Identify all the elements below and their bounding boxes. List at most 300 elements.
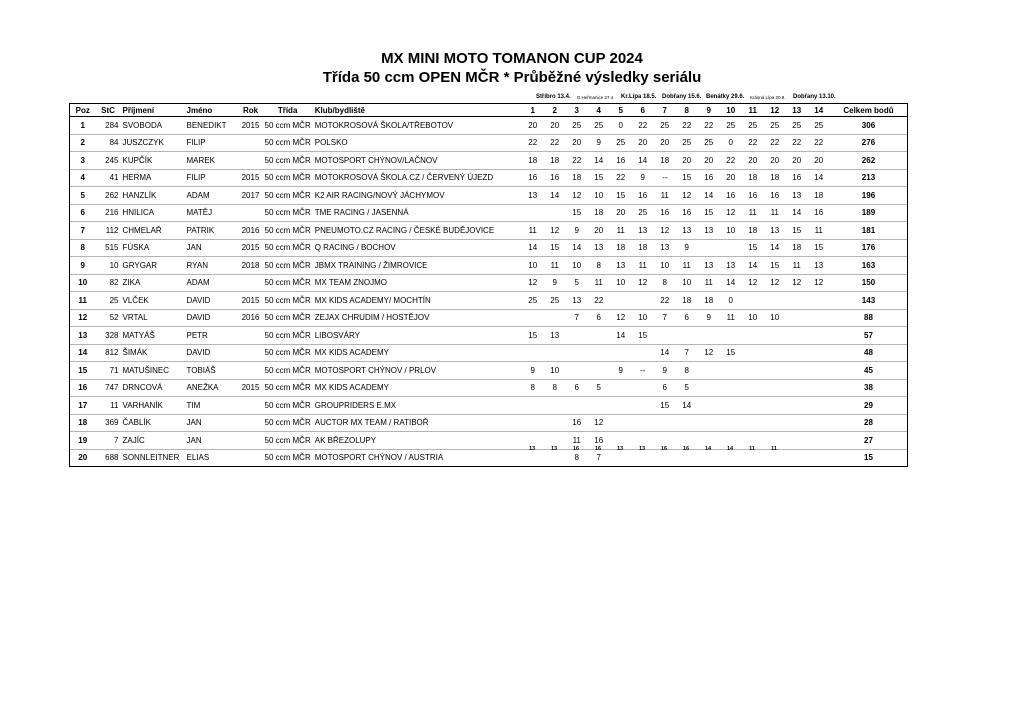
race-points-cell: 18	[808, 187, 830, 205]
club-cell: Q RACING / BOCHOV	[313, 239, 522, 257]
class-cell: 50 ccm MČR	[263, 204, 313, 222]
total-points-cell: 15	[830, 449, 908, 467]
class-cell: 50 ccm MČR	[263, 239, 313, 257]
position-cell: 14	[70, 344, 96, 362]
race-points-cell	[698, 239, 720, 257]
race-points-cell: 9	[610, 362, 632, 380]
col-header: 3	[566, 104, 588, 117]
position-cell: 8	[70, 239, 96, 257]
race-points-cell: 12	[566, 187, 588, 205]
race-points-cell	[588, 327, 610, 345]
first-name-cell: MATĚJ	[185, 204, 239, 222]
race-points-cell: 12	[676, 187, 698, 205]
club-cell: MOTOSPORT CHÝNOV/LAČNOV	[313, 152, 522, 170]
total-points-cell: 163	[830, 257, 908, 275]
position-cell: 2	[70, 134, 96, 152]
race-points-cell: 12	[764, 274, 786, 292]
race-points-cell: 13	[632, 222, 654, 240]
position-cell: 13	[70, 327, 96, 345]
class-cell: 50 ccm MČR	[263, 414, 313, 432]
race-points-cell: 11	[654, 187, 676, 205]
race-points-cell	[522, 309, 544, 327]
surname-cell: JUSZCZYK	[121, 134, 185, 152]
club-cell: JBMX TRAINING / ŽIMROVICE	[313, 257, 522, 275]
col-header: 8	[676, 104, 698, 117]
race-count: 13	[638, 446, 646, 452]
race-points-cell: 22	[808, 134, 830, 152]
race-points-cell: 11	[742, 204, 764, 222]
race-points-cell: 18	[654, 152, 676, 170]
race-points-cell	[588, 397, 610, 415]
surname-cell: SONNLEITNER	[121, 449, 185, 467]
surname-cell: HERMA	[121, 169, 185, 187]
race-points-cell	[720, 379, 742, 397]
club-cell: AUCTOR MX TEAM / RATIBOŘ	[313, 414, 522, 432]
race-points-cell: 22	[566, 152, 588, 170]
total-points-cell: 306	[830, 117, 908, 135]
race-points-cell	[632, 379, 654, 397]
race-points-cell: 8	[676, 362, 698, 380]
total-points-cell: 150	[830, 274, 908, 292]
race-points-cell: 8	[566, 449, 588, 467]
total-points-cell: 48	[830, 344, 908, 362]
race-points-cell: 11	[588, 274, 610, 292]
race-points-cell	[698, 379, 720, 397]
race-points-cell	[764, 397, 786, 415]
table-row	[70, 414, 908, 432]
race-points-cell: 11	[786, 257, 808, 275]
race-points-cell: 20	[632, 134, 654, 152]
race-points-cell	[786, 362, 808, 380]
class-cell: 50 ccm MČR	[263, 117, 313, 135]
race-points-cell	[610, 397, 632, 415]
race-points-cell	[522, 414, 544, 432]
class-cell: 50 ccm MČR	[263, 344, 313, 362]
race-points-cell: 13	[698, 222, 720, 240]
race-points-cell: 14	[698, 187, 720, 205]
start-number-cell: 284	[96, 117, 121, 135]
race-points-cell	[566, 327, 588, 345]
col-header: Třída	[263, 104, 313, 117]
race-points-cell	[808, 292, 830, 310]
first-name-cell: BENEDIKT	[185, 117, 239, 135]
race-points-cell: 16	[566, 414, 588, 432]
race-points-cell: 18	[786, 239, 808, 257]
race-points-cell: 16	[610, 152, 632, 170]
race-points-cell	[632, 292, 654, 310]
race-points-cell: 18	[522, 152, 544, 170]
race-points-cell: 20	[786, 152, 808, 170]
first-name-cell: TOBIÁŠ	[185, 362, 239, 380]
race-points-cell	[566, 344, 588, 362]
race-points-cell: 9	[522, 362, 544, 380]
race-points-cell: 14	[632, 152, 654, 170]
race-points-cell: 5	[676, 379, 698, 397]
first-name-cell: ADAM	[185, 274, 239, 292]
race-points-cell: 9	[544, 274, 566, 292]
race-points-cell: 15	[808, 239, 830, 257]
race-points-cell	[632, 397, 654, 415]
race-points-cell: 13	[566, 292, 588, 310]
race-points-cell: 8	[654, 274, 676, 292]
year-cell	[239, 432, 263, 450]
race-points-cell	[566, 362, 588, 380]
race-points-cell: 13	[720, 257, 742, 275]
race-count: 16	[660, 446, 668, 452]
surname-cell: CHMELAŘ	[121, 222, 185, 240]
class-cell: 50 ccm MČR	[263, 292, 313, 310]
race-points-cell: 0	[610, 117, 632, 135]
race-points-cell: 7	[654, 309, 676, 327]
race-points-cell	[544, 344, 566, 362]
venue-label: Dobřany 13.10.	[793, 94, 836, 100]
race-count: 13	[616, 446, 624, 452]
class-cell: 50 ccm MČR	[263, 152, 313, 170]
race-points-cell	[544, 309, 566, 327]
race-points-cell: 7	[676, 344, 698, 362]
col-header: Jméno	[185, 104, 239, 117]
race-points-cell: 11	[610, 222, 632, 240]
race-points-cell: 25	[522, 292, 544, 310]
race-points-cell: 13	[522, 187, 544, 205]
club-cell: PNEUMOTO.CZ RACING / ČESKÉ BUDĚJOVICE	[313, 222, 522, 240]
col-header: 1	[522, 104, 544, 117]
race-points-cell	[808, 309, 830, 327]
race-points-cell: 16	[786, 169, 808, 187]
race-points-cell: 18	[566, 169, 588, 187]
year-cell: 2015	[239, 379, 263, 397]
race-points-cell	[742, 344, 764, 362]
race-points-cell: 10	[654, 257, 676, 275]
start-number-cell: 515	[96, 239, 121, 257]
race-points-cell: 22	[720, 152, 742, 170]
race-points-cell: 11	[764, 204, 786, 222]
table-row	[70, 344, 908, 362]
race-points-cell: 25	[632, 204, 654, 222]
club-cell: LIBOSVÁRY	[313, 327, 522, 345]
race-points-cell	[544, 204, 566, 222]
surname-cell: MATYÁŠ	[121, 327, 185, 345]
race-points-cell: 9	[566, 222, 588, 240]
race-points-cell: 25	[544, 292, 566, 310]
race-points-cell: 13	[808, 257, 830, 275]
race-points-cell: 25	[566, 117, 588, 135]
race-points-cell	[588, 362, 610, 380]
race-points-cell: 18	[676, 292, 698, 310]
table-row	[70, 362, 908, 380]
table-row	[70, 379, 908, 397]
race-points-cell: 16	[632, 187, 654, 205]
position-cell: 12	[70, 309, 96, 327]
race-points-cell: 10	[764, 309, 786, 327]
total-points-cell: 29	[830, 397, 908, 415]
race-points-cell: 7	[588, 449, 610, 467]
race-points-cell: 18	[742, 169, 764, 187]
race-points-cell: 22	[764, 134, 786, 152]
race-points-cell	[566, 397, 588, 415]
race-points-cell	[786, 344, 808, 362]
class-cell: 50 ccm MČR	[263, 187, 313, 205]
race-points-cell: 15	[544, 239, 566, 257]
start-number-cell: 10	[96, 257, 121, 275]
race-points-cell: 15	[522, 327, 544, 345]
race-points-cell	[676, 327, 698, 345]
year-cell: 2016	[239, 309, 263, 327]
race-points-cell: 8	[588, 257, 610, 275]
first-name-cell: JAN	[185, 414, 239, 432]
total-points-cell: 28	[830, 414, 908, 432]
race-points-cell: 22	[742, 134, 764, 152]
race-points-cell	[698, 327, 720, 345]
position-cell: 4	[70, 169, 96, 187]
race-points-cell: 13	[588, 239, 610, 257]
start-number-cell: 216	[96, 204, 121, 222]
first-name-cell: FILIP	[185, 169, 239, 187]
race-points-cell: 8	[544, 379, 566, 397]
col-header: Celkem bodů	[830, 104, 908, 117]
club-cell: MOTOSPORT CHÝNOV / PRLOV	[313, 362, 522, 380]
position-cell: 9	[70, 257, 96, 275]
race-points-cell: 9	[654, 362, 676, 380]
race-points-cell: 20	[742, 152, 764, 170]
race-points-cell: 22	[676, 117, 698, 135]
race-points-cell: 25	[610, 134, 632, 152]
race-count: 14	[726, 446, 734, 452]
race-points-cell: 13	[698, 257, 720, 275]
start-number-cell: 52	[96, 309, 121, 327]
position-cell: 11	[70, 292, 96, 310]
surname-cell: VARHANÍK	[121, 397, 185, 415]
race-points-cell: 9	[676, 239, 698, 257]
race-points-cell: 14	[808, 169, 830, 187]
surname-cell: ŠIMÁK	[121, 344, 185, 362]
table-row	[70, 397, 908, 415]
race-points-cell: 15	[742, 239, 764, 257]
race-points-cell: --	[632, 362, 654, 380]
race-points-cell	[632, 414, 654, 432]
race-points-cell: 22	[632, 117, 654, 135]
race-points-cell: 12	[588, 414, 610, 432]
race-points-cell: 13	[676, 222, 698, 240]
race-points-cell: 15	[566, 204, 588, 222]
race-points-cell	[786, 292, 808, 310]
table-row	[70, 152, 908, 170]
race-points-cell: 15	[676, 169, 698, 187]
class-cell: 50 ccm MČR	[263, 449, 313, 467]
race-points-cell: 9	[588, 134, 610, 152]
total-points-cell: 196	[830, 187, 908, 205]
start-number-cell: 328	[96, 327, 121, 345]
race-points-cell	[654, 414, 676, 432]
total-points-cell: 38	[830, 379, 908, 397]
total-points-cell: 276	[830, 134, 908, 152]
race-points-cell: 12	[544, 222, 566, 240]
race-points-cell: 25	[808, 117, 830, 135]
race-points-cell: 16	[522, 169, 544, 187]
start-number-cell: 84	[96, 134, 121, 152]
race-points-cell: 14	[610, 327, 632, 345]
results-table	[69, 103, 908, 467]
start-number-cell: 688	[96, 449, 121, 467]
surname-cell: MATUŠINEC	[121, 362, 185, 380]
position-cell: 20	[70, 449, 96, 467]
club-cell: MX KIDS ACADEMY	[313, 344, 522, 362]
year-cell	[239, 449, 263, 467]
race-points-cell: 6	[588, 309, 610, 327]
race-points-cell: 11	[720, 309, 742, 327]
race-points-cell: 10	[566, 257, 588, 275]
race-points-cell: 12	[610, 309, 632, 327]
race-points-cell	[610, 344, 632, 362]
position-cell: 6	[70, 204, 96, 222]
race-points-cell	[808, 327, 830, 345]
race-points-cell: 12	[654, 222, 676, 240]
race-points-cell: 14	[544, 187, 566, 205]
year-cell	[239, 344, 263, 362]
col-header: 11	[742, 104, 764, 117]
class-cell: 50 ccm MČR	[263, 222, 313, 240]
first-name-cell: PETR	[185, 327, 239, 345]
race-points-cell: 25	[588, 117, 610, 135]
race-points-cell: 20	[544, 117, 566, 135]
class-cell: 50 ccm MČR	[263, 309, 313, 327]
race-points-cell: 5	[566, 274, 588, 292]
race-points-cell	[808, 379, 830, 397]
race-points-cell	[742, 327, 764, 345]
race-points-cell: 13	[764, 222, 786, 240]
page-title: MX MINI MOTO TOMANON CUP 2024	[381, 50, 643, 67]
venue-label: Benátky 29.6.	[706, 94, 745, 100]
race-points-cell: 25	[698, 134, 720, 152]
col-header: 13	[786, 104, 808, 117]
race-count: 16	[594, 446, 602, 452]
race-count: 11	[771, 446, 777, 452]
position-cell: 17	[70, 397, 96, 415]
year-cell	[239, 414, 263, 432]
total-points-cell: 176	[830, 239, 908, 257]
start-number-cell: 112	[96, 222, 121, 240]
year-cell: 2018	[239, 257, 263, 275]
race-points-cell	[808, 449, 830, 467]
race-points-cell	[808, 414, 830, 432]
race-points-cell: 0	[720, 134, 742, 152]
race-points-cell: 15	[610, 187, 632, 205]
race-points-cell: 14	[588, 152, 610, 170]
race-points-cell: 16	[588, 432, 610, 450]
race-points-cell	[522, 344, 544, 362]
surname-cell: VRTAL	[121, 309, 185, 327]
year-cell	[239, 362, 263, 380]
race-points-cell: 5	[588, 379, 610, 397]
table-row	[70, 309, 908, 327]
race-points-cell	[786, 414, 808, 432]
race-points-cell	[610, 414, 632, 432]
race-points-cell: 14	[742, 257, 764, 275]
race-points-cell: 25	[742, 117, 764, 135]
first-name-cell: ELIAS	[185, 449, 239, 467]
table-row	[70, 274, 908, 292]
race-count: 13	[550, 446, 558, 452]
club-cell: MOTOSPORT CHÝNOV / AUSTRIA	[313, 449, 522, 467]
race-points-cell: 11	[566, 432, 588, 450]
race-points-cell: 10	[742, 309, 764, 327]
race-points-cell	[720, 239, 742, 257]
race-points-cell: 12	[786, 274, 808, 292]
race-points-cell	[720, 362, 742, 380]
race-points-cell: 20	[654, 134, 676, 152]
race-points-cell: 16	[698, 169, 720, 187]
first-name-cell: DAVID	[185, 344, 239, 362]
race-points-cell	[764, 327, 786, 345]
year-cell	[239, 397, 263, 415]
race-points-cell: 7	[566, 309, 588, 327]
total-points-cell: 143	[830, 292, 908, 310]
position-cell: 7	[70, 222, 96, 240]
race-points-cell	[786, 327, 808, 345]
race-points-cell: 10	[522, 257, 544, 275]
race-points-cell: 11	[676, 257, 698, 275]
club-cell: GROUPRIDERS E.MX	[313, 397, 522, 415]
race-points-cell	[808, 362, 830, 380]
race-points-cell: 10	[588, 187, 610, 205]
col-header: Rok	[239, 104, 263, 117]
race-points-cell: 15	[764, 257, 786, 275]
race-points-cell	[786, 449, 808, 467]
race-points-cell: 14	[522, 239, 544, 257]
race-points-cell: 0	[720, 292, 742, 310]
table-row	[70, 187, 908, 205]
total-points-cell: 27	[830, 432, 908, 450]
race-points-cell: 25	[676, 134, 698, 152]
race-points-cell: 14	[786, 204, 808, 222]
race-points-cell: 25	[654, 117, 676, 135]
surname-cell: KUPČÍK	[121, 152, 185, 170]
position-cell: 19	[70, 432, 96, 450]
start-number-cell: 245	[96, 152, 121, 170]
race-points-cell: 15	[720, 344, 742, 362]
venue-label: Kr.Lípa 18.5.	[621, 94, 657, 100]
start-number-cell: 41	[96, 169, 121, 187]
position-cell: 18	[70, 414, 96, 432]
table-row	[70, 134, 908, 152]
first-name-cell: DAVID	[185, 309, 239, 327]
race-points-cell: 8	[522, 379, 544, 397]
race-points-cell	[764, 414, 786, 432]
year-cell	[239, 204, 263, 222]
race-points-cell: 10	[632, 309, 654, 327]
race-points-cell: 18	[742, 222, 764, 240]
race-points-cell: 16	[544, 169, 566, 187]
race-points-cell: --	[654, 169, 676, 187]
race-points-cell: 13	[786, 187, 808, 205]
race-points-cell: 20	[588, 222, 610, 240]
col-header: 12	[764, 104, 786, 117]
first-name-cell: JAN	[185, 239, 239, 257]
race-points-cell: 22	[588, 292, 610, 310]
surname-cell: GRYGAR	[121, 257, 185, 275]
race-points-cell: 12	[632, 274, 654, 292]
class-cell: 50 ccm MČR	[263, 134, 313, 152]
start-number-cell: 747	[96, 379, 121, 397]
year-cell: 2017	[239, 187, 263, 205]
year-cell: 2015	[239, 292, 263, 310]
class-cell: 50 ccm MČR	[263, 169, 313, 187]
club-cell: TME RACING / JASENNÁ	[313, 204, 522, 222]
race-points-cell: 20	[676, 152, 698, 170]
surname-cell: HNILICA	[121, 204, 185, 222]
race-points-cell	[764, 292, 786, 310]
race-points-cell: 25	[786, 117, 808, 135]
